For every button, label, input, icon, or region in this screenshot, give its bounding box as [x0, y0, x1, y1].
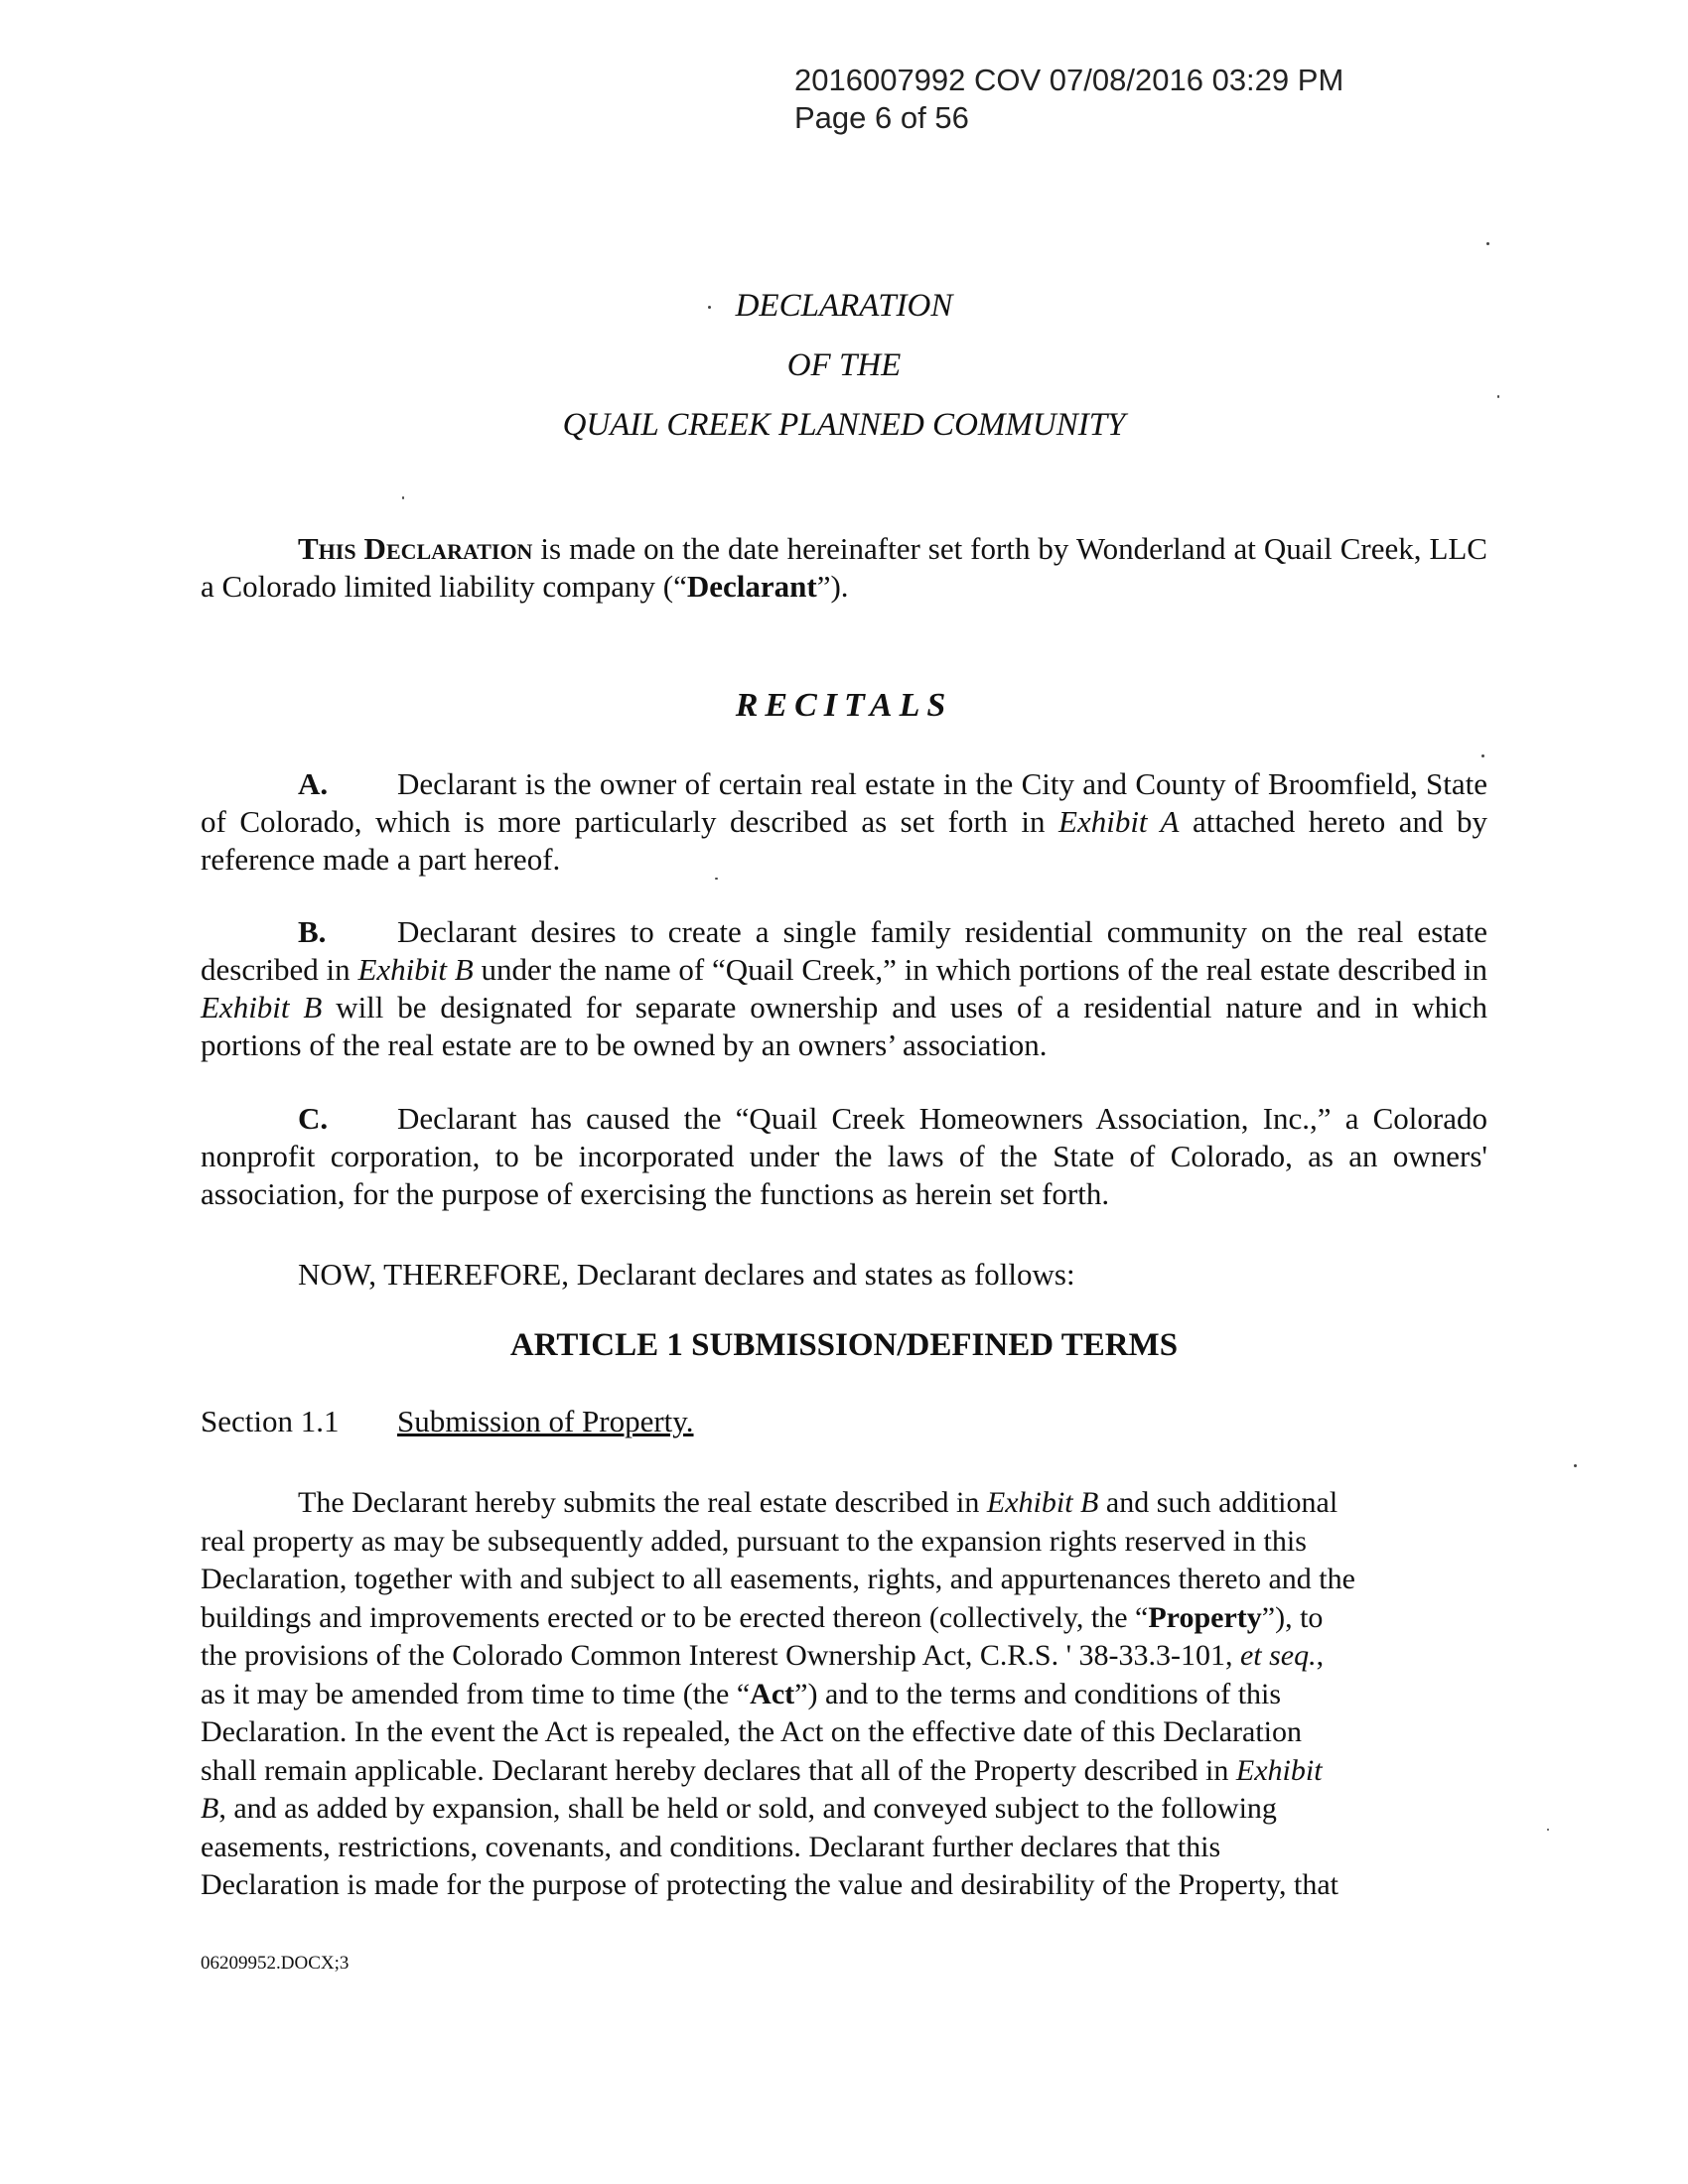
document-footer-id: 06209952.DOCX;3 — [201, 1953, 350, 1974]
recording-number: 2016007992 COV 07/08/2016 03:29 PM — [794, 63, 1344, 97]
recording-stamp — [794, 62, 1343, 137]
page-indicator: Page 6 of 56 — [794, 100, 969, 135]
intro-lead: This Declaration — [298, 531, 533, 566]
scan-speck — [715, 878, 718, 880]
declarant-term: Declarant — [686, 569, 817, 604]
doc-title-line-2: OF THE — [786, 347, 902, 383]
scan-speck — [708, 306, 711, 309]
recital-label: B. — [298, 914, 327, 949]
scan-speck — [1486, 242, 1489, 245]
scan-speck — [402, 496, 404, 499]
intro-paragraph: This Declaration is made on the date hereinafter set forth by Wonderland at Quail Creek, LLC a Colorado limited liability company (“Declarant”). — [201, 531, 1487, 604]
recitals-heading: RECITALS — [735, 687, 953, 724]
recital-label: A. — [298, 766, 329, 801]
recital-c: C. Declarant has caused the “Quail Creek Homeowners Association, Inc.,” a Colorado nonprofit corporation, to be incorporated under the laws of the State of Colorado, as an owners' association, for the purpose of exercising the functions as herein set forth. — [201, 1101, 1487, 1211]
recital-a: A. Declarant is the owner of certain real estate in the City and County of Broomfield, State of Colorado, which is more particularly described as set forth in Exhibit A attached hereto and by reference made a part hereof. — [201, 766, 1487, 877]
section-title: Submission of Property. — [397, 1404, 694, 1438]
scan-speck — [1547, 1829, 1549, 1831]
now-therefore-paragraph: NOW, THEREFORE, Declarant declares and states as follows: — [298, 1257, 1075, 1292]
scan-speck — [1497, 395, 1499, 398]
scan-speck — [1481, 754, 1484, 757]
scan-speck — [1574, 1464, 1577, 1467]
section-body: The Declarant hereby submits the real estate described in Exhibit B and such additional real property as may be subsequently added, pursuant to the expansion rights reserved in this Declaration, together with and subject to all easements, rights, and appurtenances thereto and the buildings and improvements erected or to be erected thereon (collectively, the “Property”), to the provisions of the Colorado Common Interest Ownership Act, C.R.S. ' 38-33.3-101, et seq., as it may be amended from time to time (the “Act”) and to the terms and conditions of this Declaration. In the event the Act is repealed, the Act on the effective date of this Declaration shall remain applicable. Declarant hereby declares that all of the Property described in Exhibit B, and as added by expansion, shall be held or sold, and conveyed subject to the following easements, restrictions, covenants, and conditions. Declarant further declares that this Declaration is made for the purpose of protecting the value and desirability of the Property, that — [201, 1486, 1355, 1901]
doc-title-line-1: DECLARATION — [735, 288, 953, 324]
recital-b: B. Declarant desires to create a single family residential community on the real estate described in Exhibit B under the name of “Quail Creek,” in which portions of the real estate described in Exhibit B will be designated for separate ownership and uses of a residential nature and in which portions of the real estate are to be owned by an owners’ association. — [201, 914, 1487, 1062]
recital-label: C. — [298, 1101, 329, 1136]
article-heading: ARTICLE 1 SUBMISSION/DEFINED TERMS — [509, 1327, 1179, 1363]
section-number: Section 1.1 — [201, 1404, 340, 1438]
doc-title-line-3: QUAIL CREEK PLANNED COMMUNITY — [562, 407, 1126, 443]
